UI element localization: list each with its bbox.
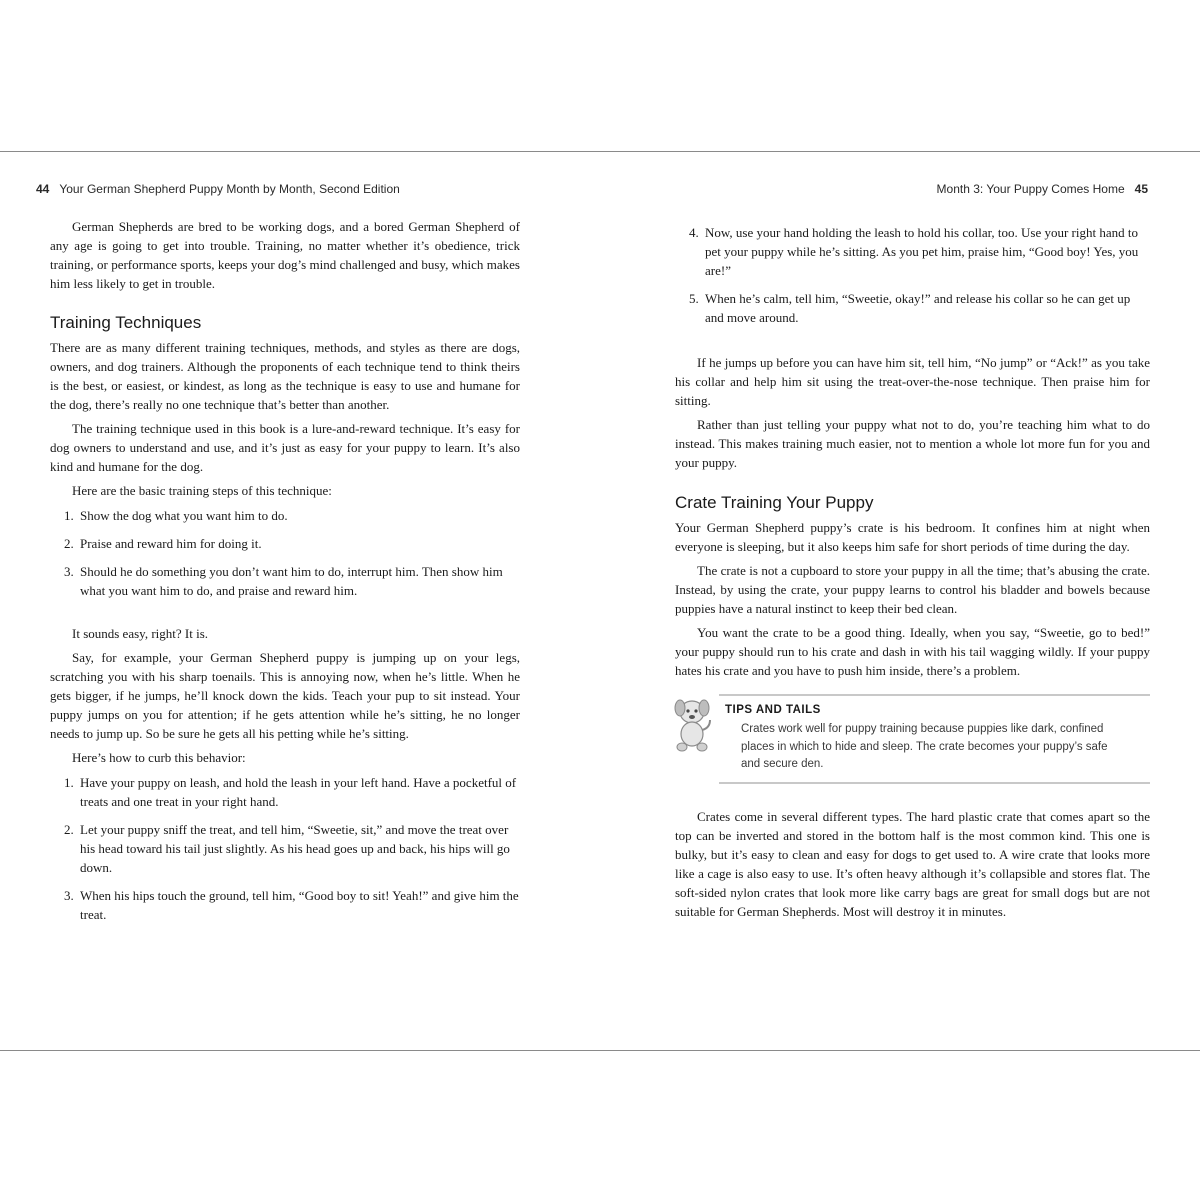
list-text: When his hips touch the ground, tell him, “Good boy to sit! Yeah!” and give him the treat.	[80, 888, 519, 922]
list-number: 1.	[64, 775, 74, 790]
puppy-mascot-icon	[671, 696, 713, 754]
list-text: Have your puppy on leash, and hold the leash in your left hand. Have a pocketful of treats and one treat in your right hand.	[80, 775, 517, 809]
left-page	[50, 217, 520, 924]
right-page-number: 45	[1134, 182, 1148, 196]
list-number: 2.	[64, 822, 74, 837]
list-item	[50, 886, 520, 924]
paragraph: Crates come in several different types. The hard plastic crate that comes apart so the top can be inverted and stored in the bottom half is the most common kind. This one is bulky, but it’s easy to clean and easy for dogs to get used to. A wire crate that looks more like a cage is also easy to use. It’s often heavy although it’s collapsible and stores flat. The soft-sided nylon crates that look more like carry bags are great for small dogs but are not suitable for German Shepherds. Most will destroy it in minutes.	[675, 809, 1150, 919]
right-running-head-text: Month 3: Your Puppy Comes Home	[936, 182, 1125, 196]
list-text: When he’s calm, tell him, “Sweetie, okay!” and release his collar so he can get up and move around.	[705, 291, 1131, 325]
paragraph: Here are the basic training steps of this technique:	[72, 483, 332, 498]
list-number: 3.	[64, 888, 74, 903]
list-text: Praise and reward him for doing it.	[80, 536, 262, 551]
tip-bottom-rule	[719, 782, 1150, 784]
paragraph: Say, for example, your German Shepherd puppy is jumping up on your legs, scratching you with his sharp toenails. This is annoying now, when he’s little. When he gets bigger, if he jumps, he’ll knock down the kids. Teach your pup to sit instead. Your puppy jumps on you for attention; if he gets attention while he’s sitting, he no longer needs to jump up. So be sure he gets all his petting while he’s sitting.	[50, 650, 520, 741]
list-text: Let your puppy sniff the treat, and tell him, “Sweetie, sit,” and move the treat over his head toward his tail just slightly. As his head goes up and back, his hips will go down.	[80, 822, 510, 875]
section-heading-crate-training: Crate Training Your Puppy	[675, 493, 874, 512]
paragraph: Your German Shepherd puppy’s crate is his bedroom. It confines him at night when everyone is sleeping, but it also keeps him safe for short periods of time during the day.	[675, 520, 1150, 554]
left-running-head	[36, 182, 400, 196]
section-heading-training-techniques: Training Techniques	[50, 313, 202, 332]
numbered-list-curb-behavior	[50, 773, 520, 924]
paragraph: The crate is not a cupboard to store your puppy in all the time; that’s abusing the crate. Instead, by using the crate, your puppy learns to control his bladder and bowels because puppies have a natural instinct to keep their bed clean.	[675, 563, 1150, 616]
list-text: Show the dog what you want him to do.	[80, 508, 288, 523]
list-text: Should he do something you don’t want him to do, interrupt him. Then show him what you want him to do, and praise and reward him.	[80, 564, 503, 598]
list-item	[50, 534, 520, 553]
list-item	[50, 773, 520, 811]
list-item	[50, 820, 520, 877]
paragraph: There are as many different training techniques, methods, and styles as there are dogs, owners, and dog trainers. Although the proponents of each technique tend to think theirs is the best, or easiest, or kindest, as long as the technique is easy to use and humane for the dog, there’s really no one technique that’s better than another.	[50, 340, 520, 412]
paragraph: Rather than just telling your puppy what not to do, you’re teaching him what to do instead. This makes training much easier, not to mention a whole lot more fun for you and your puppy.	[675, 417, 1150, 470]
right-running-head	[937, 182, 1148, 196]
paragraph: The training technique used in this book is a lure-and-reward technique. It’s easy for dog owners to understand and use, and it’s just as easy for your puppy to learn. It’s also kind and humane for the dog.	[50, 421, 520, 474]
numbered-list-basic-steps	[50, 506, 520, 600]
paragraph: You want the crate to be a good thing. Ideally, when you say, “Sweetie, go to bed!” your puppy should run to his crate and dash in with his tail wagging wildly. If your puppy hates his crate and you have to push him inside, there’s a problem.	[675, 625, 1150, 678]
tip-title: TIPS AND TAILS	[725, 704, 821, 716]
left-page-number: 44	[36, 182, 50, 196]
right-page	[675, 217, 1150, 921]
list-item	[675, 223, 1150, 280]
list-number: 1.	[64, 508, 74, 523]
tip-body: Crates work well for puppy training because puppies like dark, confined places in which to hide and sleep. The crate becomes your puppy’s safe and secure den.	[741, 723, 1108, 770]
paragraph: If he jumps up before you can have him sit, tell him, “No jump” or “Ack!” as you take his collar and help him sit using the treat-over-the-nose technique. Then praise him for sitting.	[675, 355, 1150, 408]
list-number: 5.	[689, 291, 699, 306]
paragraph: It sounds easy, right? It is.	[72, 626, 208, 641]
tips-and-tails-box	[675, 694, 1150, 784]
left-running-head-text: Your German Shepherd Puppy Month by Month, Second Edition	[59, 182, 400, 196]
tip-top-rule	[719, 694, 1150, 696]
numbered-list-continued	[675, 223, 1150, 327]
list-text: Now, use your hand holding the leash to hold his collar, too. Use your right hand to pet your puppy while he’s sitting. As you pet him, praise him, “Good boy! Yes, you are!”	[705, 225, 1139, 278]
list-item	[675, 289, 1150, 327]
list-item	[50, 506, 520, 525]
list-item	[50, 562, 520, 600]
list-number: 4.	[689, 225, 699, 240]
list-number: 3.	[64, 564, 74, 579]
paragraph: Here’s how to curb this behavior:	[72, 750, 246, 765]
intro-paragraph: German Shepherds are bred to be working dogs, and a bored German Shepherd of any age is going to get into trouble. Training, no matter whether it’s obedience, trick training, or performance sports, keeps your dog’s mind challenged and busy, which makes him less likely to get in trouble.	[50, 219, 520, 291]
list-number: 2.	[64, 536, 74, 551]
